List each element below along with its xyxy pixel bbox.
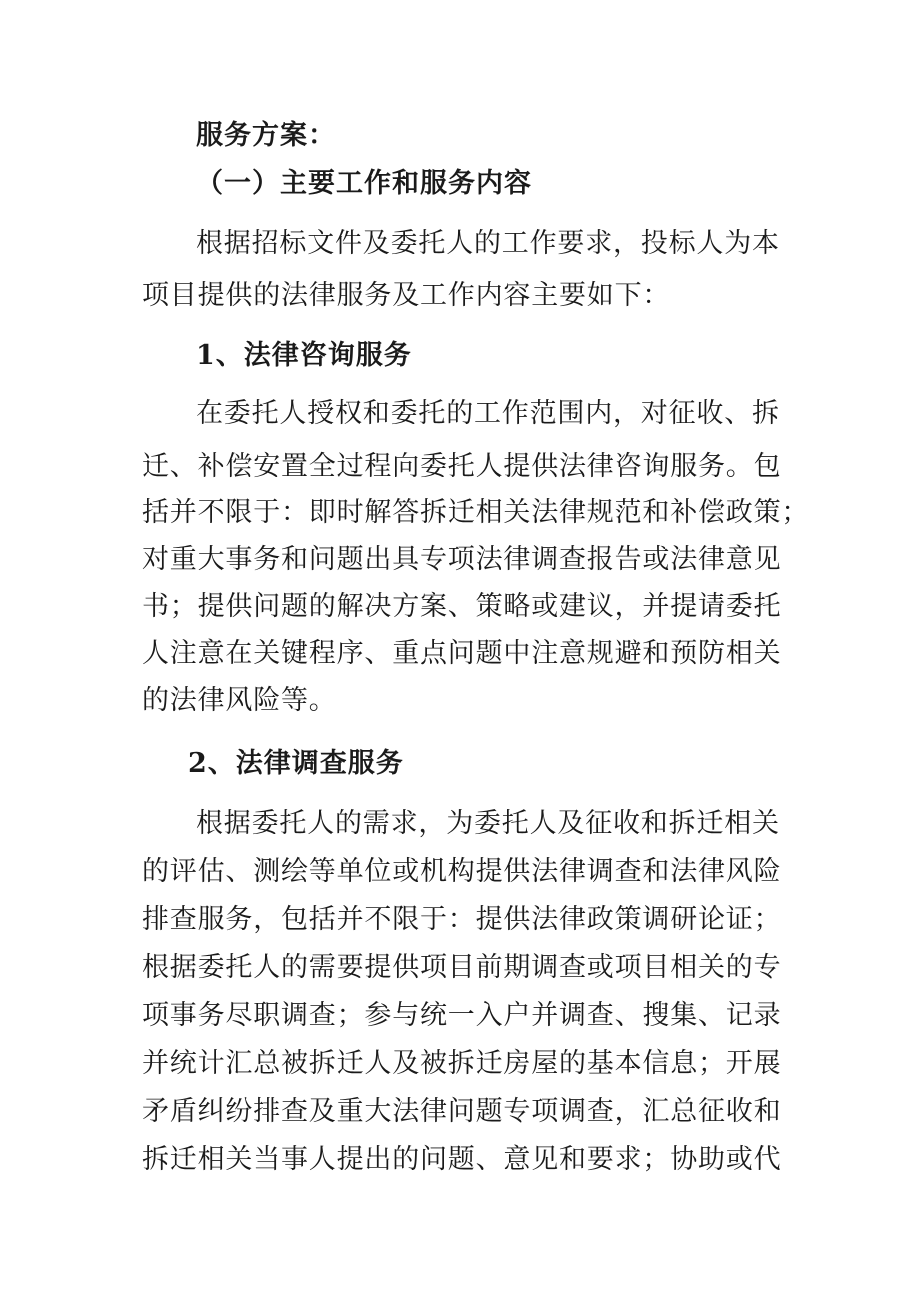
- intro-line: 根据招标文件及委托人的工作要求，投标人为本: [196, 228, 780, 259]
- paragraph-line: 拆迁相关当事人提出的问题、意见和要求；协助或代: [142, 1144, 782, 1175]
- paragraph-line: 人注意在关键程序、重点问题中注意规避和预防相关: [142, 638, 782, 669]
- paragraph-line: 排查服务，包括并不限于：提供法律政策调研论证；: [142, 904, 782, 935]
- paragraph-line: 书；提供问题的解决方案、策略或建议，并提请委托: [142, 591, 782, 622]
- paragraph-line: 项事务尽职调查；参与统一入户并调查、搜集、记录: [142, 1000, 782, 1031]
- paragraph-line: 根据委托人的需要提供项目前期调查或项目相关的专: [142, 952, 782, 983]
- paragraph-line: 迁、补偿安置全过程向委托人提供法律咨询服务。包: [142, 451, 782, 482]
- section-heading: （一）主要工作和服务内容: [196, 168, 532, 199]
- paragraph-line: 矛盾纠纷排查及重大法律问题专项调查，汇总征收和: [142, 1096, 782, 1127]
- paragraph-line: 在委托人授权和委托的工作范围内，对征收、拆: [196, 398, 780, 429]
- paragraph-line: 并统计汇总被拆迁人及被拆迁房屋的基本信息；开展: [142, 1048, 782, 1079]
- intro-line: 项目提供的法律服务及工作内容主要如下：: [142, 280, 671, 311]
- document-title: 服务方案：: [196, 120, 336, 151]
- paragraph-line: 的法律风险等。: [142, 685, 337, 716]
- paragraph-line: 对重大事务和问题出具专项法律调查报告或法律意见: [142, 544, 782, 575]
- item-heading-legal-investigation: 2、法律调查服务: [188, 748, 404, 779]
- item-heading-legal-consulting: 1、法律咨询服务: [196, 340, 412, 371]
- paragraph-line: 根据委托人的需求，为委托人及征收和拆迁相关: [196, 808, 780, 839]
- paragraph-line: 括并不限于：即时解答拆迁相关法律规范和补偿政策；: [142, 497, 810, 528]
- paragraph-line: 的评估、测绘等单位或机构提供法律调查和法律风险: [142, 856, 782, 887]
